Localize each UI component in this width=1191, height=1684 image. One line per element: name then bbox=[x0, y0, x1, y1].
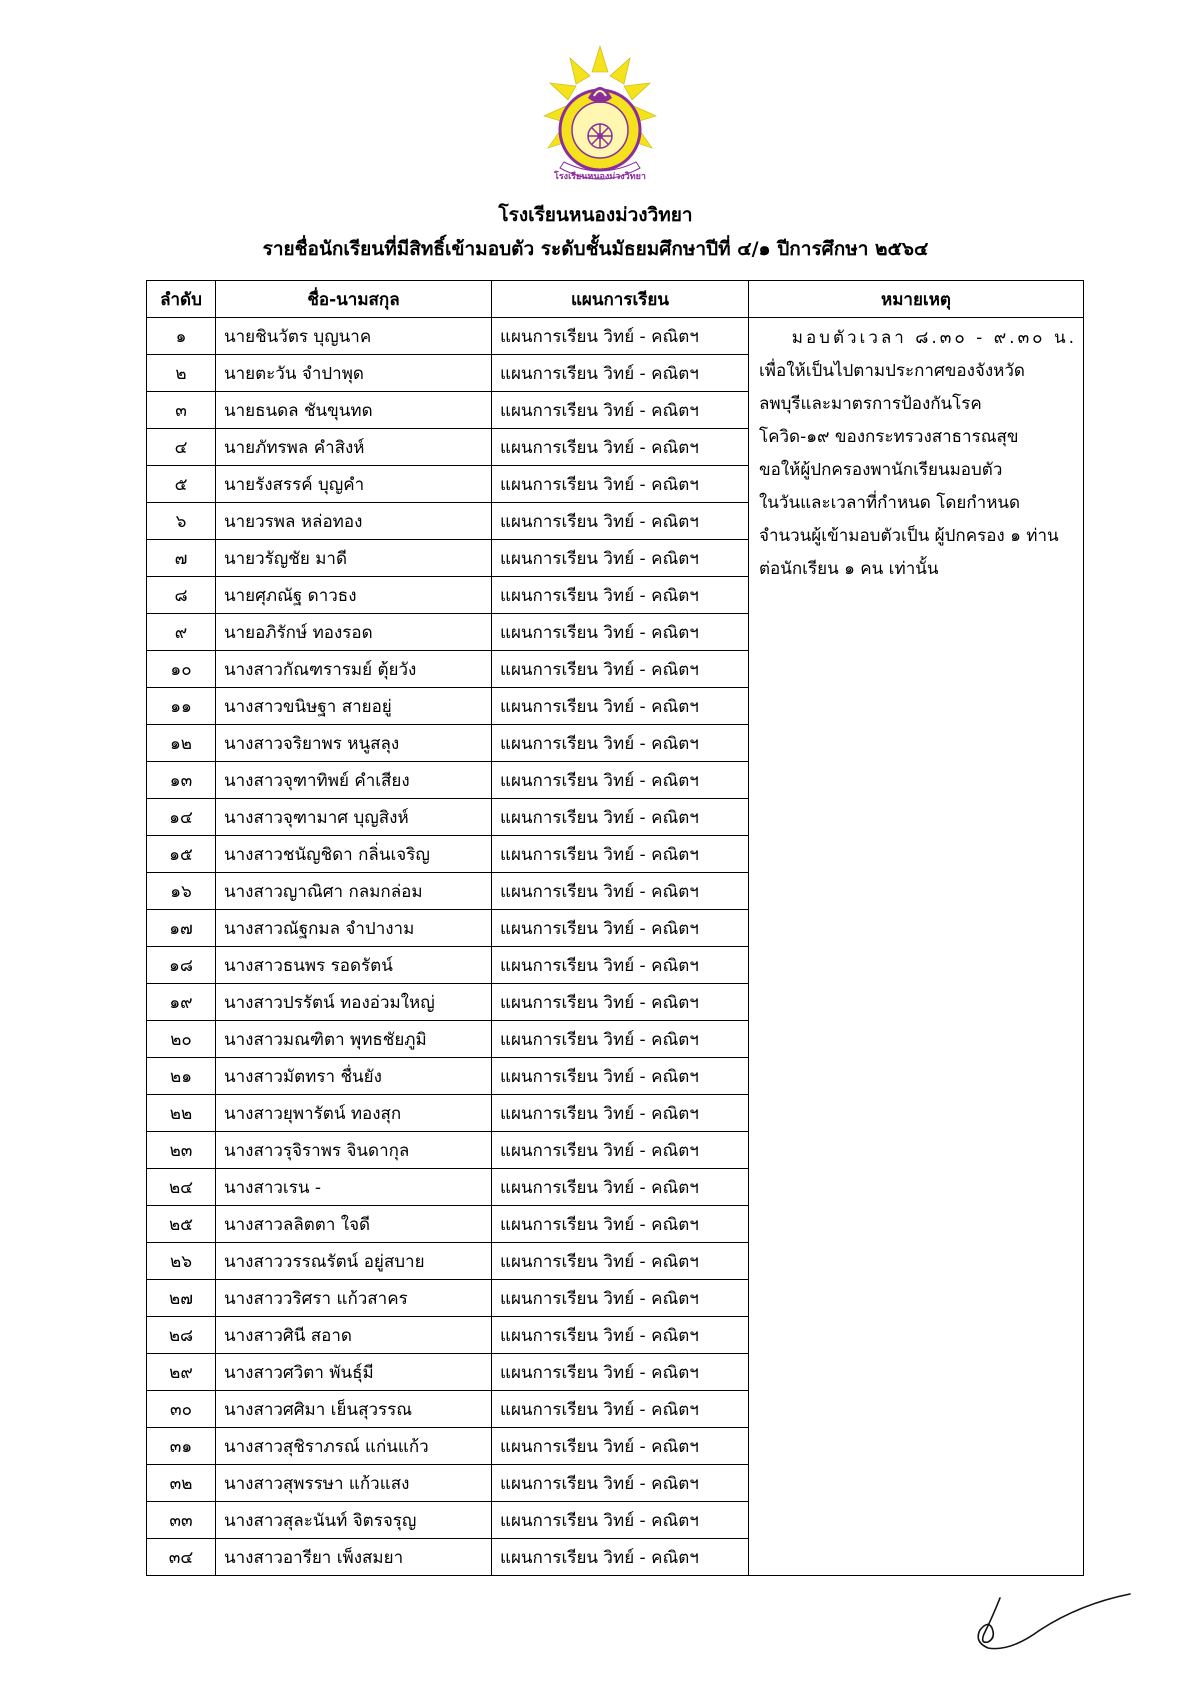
study-plan: แผนการเรียน วิทย์ - คณิตฯ bbox=[492, 429, 749, 466]
study-plan: แผนการเรียน วิทย์ - คณิตฯ bbox=[492, 762, 749, 799]
student-name: นางสาวณัฐกมล จำปางาม bbox=[216, 910, 492, 947]
student-name: นายอภิรักษ์ ทองรอด bbox=[216, 614, 492, 651]
study-plan: แผนการเรียน วิทย์ - คณิตฯ bbox=[492, 873, 749, 910]
study-plan: แผนการเรียน วิทย์ - คณิตฯ bbox=[492, 1317, 749, 1354]
row-number: ๑๗ bbox=[147, 910, 216, 947]
row-number: ๙ bbox=[147, 614, 216, 651]
remark-line: จำนวนผู้เข้ามอบตัวเป็น ผู้ปกครอง ๑ ท่าน bbox=[759, 526, 1059, 546]
row-number: ๑๔ bbox=[147, 799, 216, 836]
row-number: ๒๓ bbox=[147, 1132, 216, 1169]
student-name: นายศุภณัฐ ดาวธง bbox=[216, 577, 492, 614]
student-name: นางสาวมัตทรา ชื่นยัง bbox=[216, 1058, 492, 1095]
study-plan: แผนการเรียน วิทย์ - คณิตฯ bbox=[492, 577, 749, 614]
study-plan: แผนการเรียน วิทย์ - คณิตฯ bbox=[492, 1391, 749, 1428]
row-number: ๒๖ bbox=[147, 1243, 216, 1280]
remark-line: มอบตัวเวลา ๘.๓๐ - ๙.๓๐ น. bbox=[791, 328, 1077, 348]
student-name: นางสาวกัณฑรารมย์ ตุ้ยวัง bbox=[216, 651, 492, 688]
student-name: นางสาวรุจิราพร จินดากุล bbox=[216, 1132, 492, 1169]
student-name: นางสาววริศรา แก้วสาคร bbox=[216, 1280, 492, 1317]
student-name: นายวรพล หล่อทอง bbox=[216, 503, 492, 540]
study-plan: แผนการเรียน วิทย์ - คณิตฯ bbox=[492, 1243, 749, 1280]
study-plan: แผนการเรียน วิทย์ - คณิตฯ bbox=[492, 688, 749, 725]
study-plan: แผนการเรียน วิทย์ - คณิตฯ bbox=[492, 1132, 749, 1169]
row-number: ๓๔ bbox=[147, 1539, 216, 1576]
signature bbox=[970, 1590, 1140, 1660]
study-plan: แผนการเรียน วิทย์ - คณิตฯ bbox=[492, 947, 749, 984]
student-name: นางสาววรรณรัตน์ อยู่สบาย bbox=[216, 1243, 492, 1280]
row-number: ๘ bbox=[147, 577, 216, 614]
study-plan: แผนการเรียน วิทย์ - คณิตฯ bbox=[492, 1539, 749, 1576]
row-number: ๒๘ bbox=[147, 1317, 216, 1354]
header-remark: หมายเหตุ bbox=[749, 281, 1084, 318]
study-plan: แผนการเรียน วิทย์ - คณิตฯ bbox=[492, 318, 749, 355]
header-plan: แผนการเรียน bbox=[492, 281, 749, 318]
student-name: นางสาวลลิตตา ใจดี bbox=[216, 1206, 492, 1243]
student-name: นางสาวศินี สอาด bbox=[216, 1317, 492, 1354]
study-plan: แผนการเรียน วิทย์ - คณิตฯ bbox=[492, 910, 749, 947]
student-name: นายธนดล ชันขุนทด bbox=[216, 392, 492, 429]
student-name: นางสาวสุชิราภรณ์ แก่นแก้ว bbox=[216, 1428, 492, 1465]
study-plan: แผนการเรียน วิทย์ - คณิตฯ bbox=[492, 1502, 749, 1539]
study-plan: แผนการเรียน วิทย์ - คณิตฯ bbox=[492, 1280, 749, 1317]
svg-text:โรงเรียนหนองม่วงวิทยา: โรงเรียนหนองม่วงวิทยา bbox=[554, 172, 646, 182]
row-number: ๓๑ bbox=[147, 1428, 216, 1465]
document-subtitle: รายชื่อนักเรียนที่มีสิทธิ์เข้ามอบตัว ระดับชั้นมัธยมศึกษาปีที่ ๔/๑ ปีการศึกษา ๒๕๖๔ bbox=[262, 238, 929, 260]
table-header-row bbox=[147, 281, 1084, 318]
student-name: นางสาวศศิมา เย็นสุวรรณ bbox=[216, 1391, 492, 1428]
study-plan: แผนการเรียน วิทย์ - คณิตฯ bbox=[492, 1354, 749, 1391]
row-number: ๑๑ bbox=[147, 688, 216, 725]
header-name: ชื่อ-นามสกุล bbox=[216, 281, 492, 318]
row-number: ๕ bbox=[147, 466, 216, 503]
row-number: ๑๖ bbox=[147, 873, 216, 910]
row-number: ๑ bbox=[147, 318, 216, 355]
row-number: ๒๕ bbox=[147, 1206, 216, 1243]
remark-cell bbox=[749, 318, 1084, 1576]
student-name: นางสาวจุฑามาศ บุญสิงห์ bbox=[216, 799, 492, 836]
remark-line: ขอให้ผู้ปกครองพานักเรียนมอบตัว bbox=[759, 460, 1003, 480]
study-plan: แผนการเรียน วิทย์ - คณิตฯ bbox=[492, 1465, 749, 1502]
study-plan: แผนการเรียน วิทย์ - คณิตฯ bbox=[492, 1095, 749, 1132]
student-name: นางสาวจริยาพร หนูสลุง bbox=[216, 725, 492, 762]
study-plan: แผนการเรียน วิทย์ - คณิตฯ bbox=[492, 1206, 749, 1243]
student-name: นายตะวัน จำปาพุด bbox=[216, 355, 492, 392]
study-plan: แผนการเรียน วิทย์ - คณิตฯ bbox=[492, 836, 749, 873]
study-plan: แผนการเรียน วิทย์ - คณิตฯ bbox=[492, 651, 749, 688]
student-name: นางสาวญาณิศา กลมกล่อม bbox=[216, 873, 492, 910]
row-number: ๑๓ bbox=[147, 762, 216, 799]
student-name: นางสาวเรน - bbox=[216, 1169, 492, 1206]
school-name: โรงเรียนหนองม่วงวิทยา bbox=[498, 204, 693, 226]
row-number: ๖ bbox=[147, 503, 216, 540]
study-plan: แผนการเรียน วิทย์ - คณิตฯ bbox=[492, 1428, 749, 1465]
remark-line: เพื่อให้เป็นไปตามประกาศของจังหวัด bbox=[759, 361, 1025, 381]
row-number: ๒๗ bbox=[147, 1280, 216, 1317]
table-row bbox=[147, 318, 1084, 355]
study-plan: แผนการเรียน วิทย์ - คณิตฯ bbox=[492, 392, 749, 429]
student-name: นางสาวจุฑาทิพย์ คำเสียง bbox=[216, 762, 492, 799]
row-number: ๑๕ bbox=[147, 836, 216, 873]
study-plan: แผนการเรียน วิทย์ - คณิตฯ bbox=[492, 725, 749, 762]
study-plan: แผนการเรียน วิทย์ - คณิตฯ bbox=[492, 466, 749, 503]
student-name: นางสาวยุพารัตน์ ทองสุก bbox=[216, 1095, 492, 1132]
student-name: นางสาวปรรัตน์ ทองอ่วมใหญ่ bbox=[216, 984, 492, 1021]
row-number: ๓ bbox=[147, 392, 216, 429]
student-name: นางสาวสุพรรษา แก้วแสง bbox=[216, 1465, 492, 1502]
study-plan: แผนการเรียน วิทย์ - คณิตฯ bbox=[492, 540, 749, 577]
header-no: ลำดับ bbox=[147, 281, 216, 318]
school-logo bbox=[540, 38, 660, 198]
row-number: ๗ bbox=[147, 540, 216, 577]
student-name: นางสาวธนพร รอดรัตน์ bbox=[216, 947, 492, 984]
study-plan: แผนการเรียน วิทย์ - คณิตฯ bbox=[492, 1169, 749, 1206]
row-number: ๒ bbox=[147, 355, 216, 392]
student-name: นางสาวขนิษฐา สายอยู่ bbox=[216, 688, 492, 725]
student-name: นางสาวชนัญชิดา กลิ่นเจริญ bbox=[216, 836, 492, 873]
row-number: ๑๒ bbox=[147, 725, 216, 762]
student-name: นางสาวอารียา เพ็งสมยา bbox=[216, 1539, 492, 1576]
remark-line: โควิด-๑๙ ของกระทรวงสาธารณสุข bbox=[759, 427, 1019, 447]
student-name: นางสาวศวิตา พันธุ์มี bbox=[216, 1354, 492, 1391]
row-number: ๑๘ bbox=[147, 947, 216, 984]
student-table bbox=[146, 280, 1084, 1576]
study-plan: แผนการเรียน วิทย์ - คณิตฯ bbox=[492, 1058, 749, 1095]
study-plan: แผนการเรียน วิทย์ - คณิตฯ bbox=[492, 1021, 749, 1058]
row-number: ๑๐ bbox=[147, 651, 216, 688]
student-name: นายรังสรรค์ บุญคำ bbox=[216, 466, 492, 503]
remark-line: ลพบุรีและมาตรการป้องกันโรค bbox=[759, 394, 982, 414]
row-number: ๒๒ bbox=[147, 1095, 216, 1132]
row-number: ๓๒ bbox=[147, 1465, 216, 1502]
row-number: ๓๓ bbox=[147, 1502, 216, 1539]
row-number: ๑๙ bbox=[147, 984, 216, 1021]
student-name: นางสาวมณฑิตา พุทธชัยภูมิ bbox=[216, 1021, 492, 1058]
student-name: นางสาวสุละนันท์ จิตรจรุญ bbox=[216, 1502, 492, 1539]
row-number: ๒๙ bbox=[147, 1354, 216, 1391]
student-name: นายวรัญชัย มาดี bbox=[216, 540, 492, 577]
study-plan: แผนการเรียน วิทย์ - คณิตฯ bbox=[492, 984, 749, 1021]
row-number: ๒๔ bbox=[147, 1169, 216, 1206]
row-number: ๔ bbox=[147, 429, 216, 466]
remark-line: ต่อนักเรียน ๑ คน เท่านั้น bbox=[759, 559, 939, 579]
study-plan: แผนการเรียน วิทย์ - คณิตฯ bbox=[492, 503, 749, 540]
row-number: ๓๐ bbox=[147, 1391, 216, 1428]
row-number: ๒๑ bbox=[147, 1058, 216, 1095]
study-plan: แผนการเรียน วิทย์ - คณิตฯ bbox=[492, 614, 749, 651]
student-name: นายภัทรพล คำสิงห์ bbox=[216, 429, 492, 466]
study-plan: แผนการเรียน วิทย์ - คณิตฯ bbox=[492, 355, 749, 392]
student-name: นายชินวัตร บุญนาค bbox=[216, 318, 492, 355]
remark-line: ในวันและเวลาที่กำหนด โดยกำหนด bbox=[759, 493, 1021, 513]
study-plan: แผนการเรียน วิทย์ - คณิตฯ bbox=[492, 799, 749, 836]
row-number: ๒๐ bbox=[147, 1021, 216, 1058]
